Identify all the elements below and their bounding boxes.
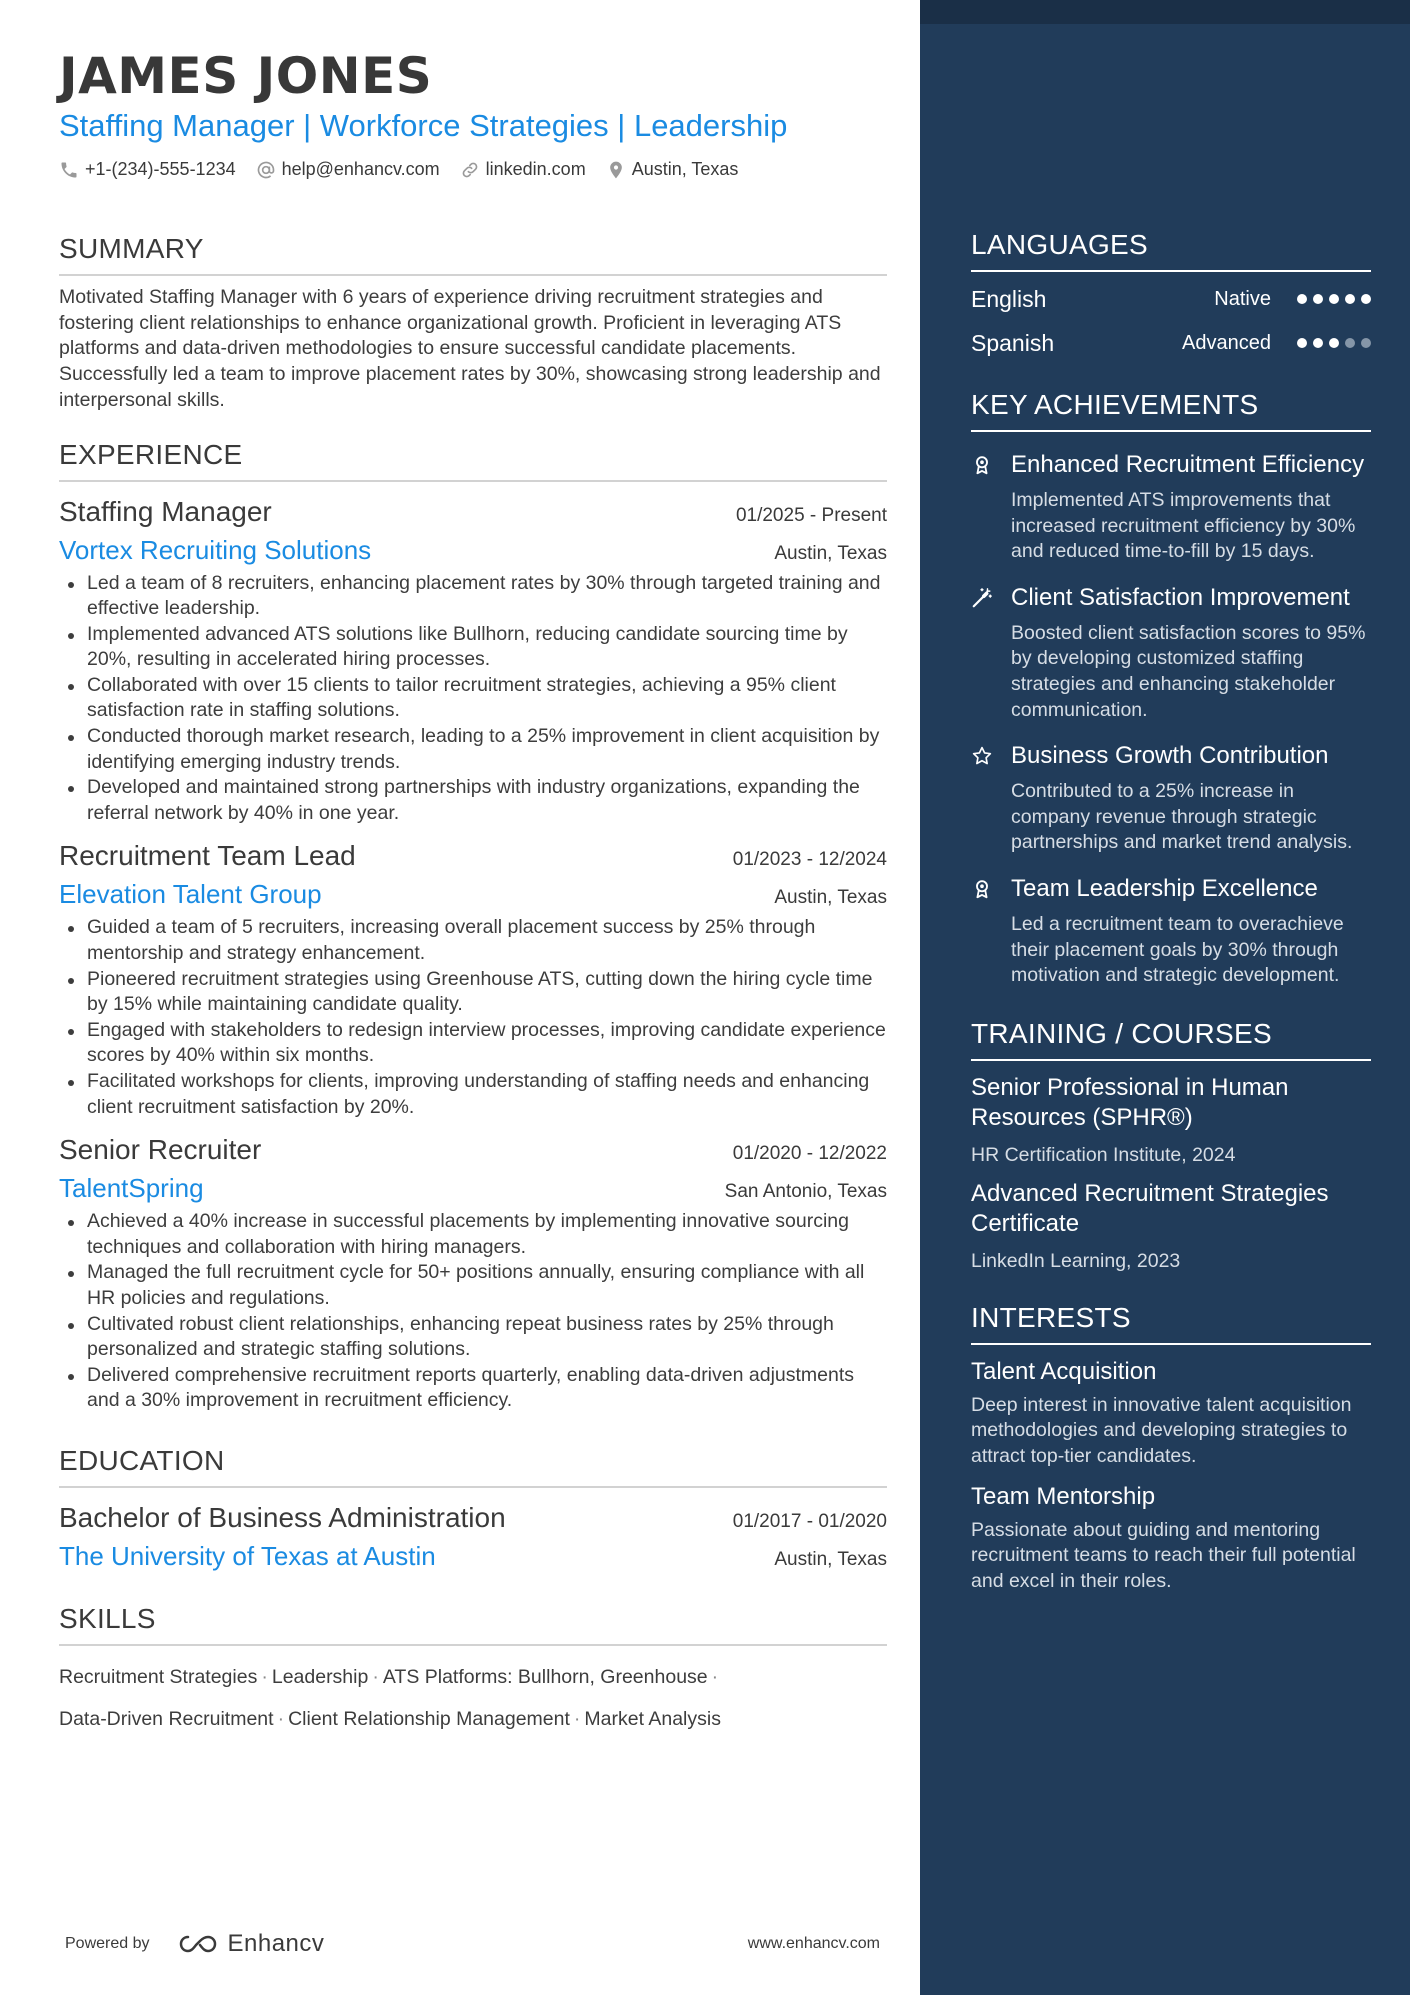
phone-icon bbox=[59, 160, 79, 180]
headline: Staffing Manager | Workforce Strategies | Leadership bbox=[59, 108, 788, 143]
bullet-item: Engaged with stakeholders to redesign interview processes, improving candidate experience scores by 40% within six months. bbox=[59, 1018, 887, 1069]
achievement-title: Enhanced Recruitment Efficiency bbox=[1011, 451, 1365, 478]
skills-list bbox=[59, 1656, 887, 1740]
link-icon bbox=[460, 160, 480, 180]
brand-name: Enhancv bbox=[227, 1930, 325, 1957]
interests-heading: INTERESTS bbox=[971, 1301, 1371, 1345]
training-section bbox=[971, 1017, 1371, 1273]
skills-heading: SKILLS bbox=[59, 1602, 887, 1646]
course-item bbox=[971, 1073, 1371, 1167]
languages-heading: LANGUAGES bbox=[971, 228, 1371, 272]
rating-dot-empty bbox=[1345, 338, 1355, 348]
job-dates: 01/2025 - Present bbox=[735, 504, 887, 526]
interest-desc: Deep interest in innovative talent acquisition methodologies and developing strategies to attract top-tier candidates. bbox=[971, 1393, 1352, 1467]
main-column bbox=[59, 46, 887, 1740]
footer bbox=[65, 1930, 880, 1958]
location-text: Austin, Texas bbox=[631, 159, 739, 179]
skill-separator: · bbox=[573, 1707, 581, 1730]
bullet-item: Implemented advanced ATS solutions like Bullhorn, reducing candidate sourcing time by 20%, resulting in accelerated hiring processes. bbox=[59, 622, 887, 673]
rating-dot-filled bbox=[1345, 294, 1355, 304]
bullet-item: Pioneered recruitment strategies using Greenhouse ATS, cutting down the hiring cycle time by 15% while maintaining candidate quality. bbox=[59, 967, 887, 1018]
education-dates: 01/2017 - 01/2020 bbox=[732, 1510, 887, 1532]
course-org: LinkedIn Learning, 2023 bbox=[971, 1249, 1181, 1272]
rating-dot-filled bbox=[1313, 294, 1323, 304]
footer-website[interactable]: www.enhancv.com bbox=[747, 1935, 880, 1952]
achievement-desc: Implemented ATS improvements that increased recruitment efficiency by 30% and reduced time-to-fill by 15 days. bbox=[1011, 489, 1356, 563]
rating-dot-filled bbox=[1313, 338, 1323, 348]
contact-phone[interactable] bbox=[59, 159, 236, 180]
skill-tag: Data-Driven Recruitment bbox=[59, 1707, 274, 1730]
skill-separator: · bbox=[261, 1665, 268, 1688]
company-name: Vortex Recruiting Solutions bbox=[59, 534, 372, 565]
achievement-desc: Led a recruitment team to overachieve their placement goals by 30% through motivation and strategic development. bbox=[1011, 912, 1344, 987]
language-name: English bbox=[971, 285, 1047, 312]
languages-section bbox=[971, 228, 1371, 360]
contact-email[interactable] bbox=[256, 159, 440, 180]
skill-tag: Leadership bbox=[271, 1665, 369, 1688]
rating-dot-filled bbox=[1361, 294, 1371, 304]
skill-separator: · bbox=[277, 1707, 285, 1730]
course-title: Advanced Recruitment Strategies Certificate bbox=[971, 1179, 1329, 1237]
experience-heading: EXPERIENCE bbox=[59, 438, 887, 482]
bullet-item: Conducted thorough market research, leading to a 25% improvement in client acquisition by identifying emerging industry trends. bbox=[59, 724, 887, 775]
bullet-item: Guided a team of 5 recruiters, increasing overall placement success by 25% through mentorship and strategy enhancement. bbox=[59, 915, 887, 966]
award-icon bbox=[971, 454, 993, 476]
achievement-title: Business Growth Contribution bbox=[1011, 742, 1329, 770]
interest-item bbox=[971, 1357, 1371, 1470]
company-name: Elevation Talent Group bbox=[59, 879, 322, 910]
contact-bar bbox=[59, 159, 887, 180]
candidate-name: JAMES JONES bbox=[59, 47, 433, 105]
interests-section bbox=[971, 1301, 1371, 1595]
training-heading: TRAINING / COURSES bbox=[971, 1017, 1371, 1061]
skill-tag: ATS Platforms: Bullhorn, Greenhouse bbox=[382, 1665, 708, 1688]
job-entry bbox=[59, 1132, 887, 1414]
location-pin-icon bbox=[606, 160, 626, 180]
language-level: Advanced bbox=[1182, 331, 1271, 354]
job-dates: 01/2020 - 12/2022 bbox=[732, 1143, 887, 1165]
job-bullets bbox=[59, 571, 887, 827]
contact-linkedin[interactable] bbox=[460, 159, 586, 180]
achievement-item bbox=[971, 450, 1371, 565]
course-title: Senior Professional in Human Resources (SPHR®) bbox=[971, 1073, 1289, 1131]
experience-section bbox=[59, 438, 887, 1414]
company-name: TalentSpring bbox=[59, 1173, 204, 1204]
language-rating bbox=[1291, 294, 1371, 304]
job-title: Staffing Manager bbox=[59, 495, 272, 527]
language-row bbox=[971, 326, 1371, 360]
contact-location bbox=[606, 159, 739, 180]
sidebar-top-band bbox=[920, 0, 1410, 24]
bullet-item: Facilitated workshops for clients, improving understanding of staffing needs and enhancing client recruitment satisfaction by 20%. bbox=[59, 1069, 887, 1120]
achievements-section bbox=[971, 388, 1371, 989]
skill-tag: Recruitment Strategies bbox=[59, 1665, 258, 1688]
education-heading: EDUCATION bbox=[59, 1444, 887, 1488]
achievement-title: Team Leadership Excellence bbox=[1011, 874, 1318, 902]
job-dates: 01/2023 - 12/2024 bbox=[732, 849, 887, 871]
rating-dot-filled bbox=[1329, 338, 1339, 348]
email-text: help@enhancv.com bbox=[281, 159, 440, 179]
bullet-item: Developed and maintained strong partnerships with industry organizations, expanding the referral network by 40% in one year. bbox=[59, 775, 887, 826]
skills-line bbox=[59, 1656, 887, 1698]
job-entry bbox=[59, 838, 887, 1120]
rating-dot-filled bbox=[1297, 294, 1307, 304]
degree-title: Bachelor of Business Administration bbox=[59, 1501, 506, 1533]
brand-logo[interactable] bbox=[176, 1930, 325, 1958]
at-icon bbox=[256, 160, 276, 180]
course-item bbox=[971, 1179, 1371, 1273]
bullet-item: Achieved a 40% increase in successful placements by implementing innovative sourcing techniques and collaboration with hiring managers. bbox=[59, 1209, 887, 1260]
bullet-item: Led a team of 8 recruiters, enhancing placement rates by 30% through targeted training and effective leadership. bbox=[59, 571, 887, 622]
skills-line bbox=[59, 1698, 887, 1740]
interest-title: Team Mentorship bbox=[971, 1482, 1156, 1510]
job-title: Senior Recruiter bbox=[59, 1134, 262, 1166]
job-location: Austin, Texas bbox=[774, 887, 887, 909]
course-org: HR Certification Institute, 2024 bbox=[971, 1143, 1236, 1166]
enhancv-logo-icon bbox=[176, 1931, 222, 1957]
phone-text: +1-(234)-555-1234 bbox=[85, 159, 236, 179]
summary-text: Motivated Staffing Manager with 6 years of experience driving recruitment strategies and fostering client relationships to enhance organizational growth. Proficient in leveraging ATS platforms and data-driven methodologies to ensure successful candidate placements. Successfully led a team to improve placement rates by 30%, showcasing strong leadership and interpersonal skills. bbox=[59, 286, 881, 411]
interest-item bbox=[971, 1482, 1371, 1595]
job-title: Recruitment Team Lead bbox=[59, 840, 356, 872]
language-rating bbox=[1291, 338, 1371, 348]
achievement-title: Client Satisfaction Improvement bbox=[1011, 583, 1350, 611]
magic-wand-icon bbox=[971, 587, 993, 609]
skill-separator: · bbox=[372, 1665, 379, 1688]
school-name: The University of Texas at Austin bbox=[59, 1540, 436, 1571]
skills-section bbox=[59, 1602, 887, 1740]
sidebar-content bbox=[971, 228, 1371, 1622]
achievement-item bbox=[971, 741, 1371, 856]
summary-section bbox=[59, 232, 887, 414]
sidebar bbox=[920, 0, 1410, 1995]
powered-by bbox=[65, 1930, 324, 1958]
job-bullets bbox=[59, 915, 887, 1120]
education-section bbox=[59, 1444, 887, 1572]
language-level: Native bbox=[1214, 287, 1271, 310]
achievements-heading: KEY ACHIEVEMENTS bbox=[971, 388, 1371, 432]
bullet-item: Collaborated with over 15 clients to tailor recruitment strategies, achieving a 95% client satisfaction rate in staffing solutions. bbox=[59, 673, 887, 724]
achievement-desc: Contributed to a 25% increase in company revenue through strategic partnerships and market trend analysis. bbox=[1011, 780, 1353, 854]
powered-by-text: Powered by bbox=[65, 1935, 150, 1952]
language-row bbox=[971, 282, 1371, 316]
language-name: Spanish bbox=[971, 329, 1055, 356]
linkedin-text: linkedin.com bbox=[485, 159, 586, 179]
job-bullets bbox=[59, 1209, 887, 1414]
education-location: Austin, Texas bbox=[774, 1548, 887, 1570]
achievement-item bbox=[971, 583, 1371, 723]
summary-heading: SUMMARY bbox=[59, 232, 887, 276]
bullet-item: Delivered comprehensive recruitment reports quarterly, enabling data-driven adjustments and a 30% improvement in recruitment efficiency. bbox=[59, 1363, 887, 1414]
skill-separator: · bbox=[711, 1665, 719, 1688]
skill-tag: Client Relationship Management bbox=[288, 1707, 570, 1730]
achievement-desc: Boosted client satisfaction scores to 95% by developing customized staffing strategies and enhancing stakeholder communication. bbox=[1011, 621, 1366, 721]
interest-title: Talent Acquisition bbox=[971, 1357, 1157, 1385]
rating-dot-filled bbox=[1297, 338, 1307, 348]
job-entry bbox=[59, 494, 887, 827]
interest-desc: Passionate about guiding and mentoring recruitment teams to reach their full potential and excel in their roles. bbox=[971, 1518, 1356, 1592]
bullet-item: Managed the full recruitment cycle for 50+ positions annually, ensuring compliance with all HR policies and regulations. bbox=[59, 1260, 887, 1311]
achievement-item bbox=[971, 874, 1371, 989]
bullet-item: Cultivated robust client relationships, enhancing repeat business rates by 25% through personalized and strategic staffing solutions. bbox=[59, 1312, 887, 1363]
rating-dot-filled bbox=[1329, 294, 1339, 304]
award-icon bbox=[971, 878, 993, 900]
skill-tag: Market Analysis bbox=[584, 1707, 721, 1730]
rating-dot-empty bbox=[1361, 338, 1371, 348]
job-location: Austin, Texas bbox=[774, 542, 887, 564]
star-icon bbox=[971, 745, 993, 767]
job-location: San Antonio, Texas bbox=[724, 1181, 887, 1203]
